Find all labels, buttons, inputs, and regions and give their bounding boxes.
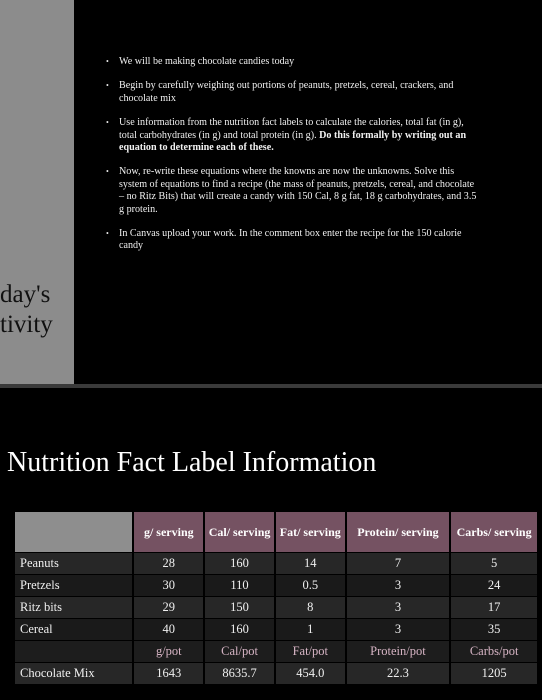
cell-g: 30 xyxy=(134,575,203,596)
side-title-line2: tivity xyxy=(0,311,53,338)
slide-title: Nutrition Fact Label Information xyxy=(7,447,377,478)
pot-header-carbs: Carbs/pot xyxy=(451,641,537,662)
table-row xyxy=(15,619,537,640)
row-name: Peanuts xyxy=(15,553,132,574)
cell-carbs: 5 xyxy=(451,553,537,574)
cell-cal: 8635.7 xyxy=(205,663,274,684)
cell-cal: 160 xyxy=(205,619,274,640)
table-header-row xyxy=(15,512,537,552)
pot-header-corner xyxy=(15,641,132,662)
cell-protein: 7 xyxy=(347,553,450,574)
nutrition-table xyxy=(13,511,539,685)
pot-header-protein: Protein/pot xyxy=(347,641,450,662)
cell-protein: 3 xyxy=(347,575,450,596)
row-name: Chocolate Mix xyxy=(15,663,132,684)
pot-header-g: g/pot xyxy=(134,641,203,662)
bullet-item xyxy=(106,166,478,216)
pot-header-row xyxy=(15,641,537,662)
pot-header-fat: Fat/pot xyxy=(276,641,345,662)
cell-cal: 160 xyxy=(205,553,274,574)
pot-header-cal: Cal/pot xyxy=(205,641,274,662)
cell-g: 1643 xyxy=(134,663,203,684)
row-name: Ritz bits xyxy=(15,597,132,618)
bullet-item xyxy=(106,56,478,68)
row-name: Pretzels xyxy=(15,575,132,596)
side-title-line1: day's xyxy=(0,281,51,308)
table-row xyxy=(15,597,537,618)
table-row xyxy=(15,575,537,596)
bullet-bold-text: Do this formally by writing out an equation to determine each of these xyxy=(119,129,467,154)
row-name: Cereal xyxy=(15,619,132,640)
cell-fat: 1 xyxy=(276,619,345,640)
cell-cal: 150 xyxy=(205,597,274,618)
bullet-text: Now, re-write these equations where the knowns are now the unknowns. Solve this system of equations to find a recipe (the mass of peanuts, pretzels, cereal, and chocolate – no Ritz Bits) that will create a candy with 150 Cal, 8 g fat, 18 g carbohydrates, and 3.5 g protein. xyxy=(119,166,477,215)
side-title xyxy=(0,280,74,340)
header-corner xyxy=(15,512,132,552)
header-fat-serving: Fat/ serving xyxy=(276,512,345,552)
cell-carbs: 1205 xyxy=(451,663,537,684)
cell-protein: 22.3 xyxy=(347,663,450,684)
bullet-text: Use information from the nutrition fact labels to calculate the calories, total fat (in g), total carbohydrates (in g) and total protein (in g). xyxy=(119,117,464,141)
cell-carbs: 17 xyxy=(451,597,537,618)
cell-cal: 110 xyxy=(205,575,274,596)
header-cal-serving: Cal/ serving xyxy=(205,512,274,552)
bullet-text: We will be making chocolate candies today xyxy=(119,56,295,67)
bullet-text: Begin by carefully weighing out portions of peanuts, pretzels, cereal, crackers, and chocolate mix xyxy=(119,80,454,104)
cell-g: 28 xyxy=(134,553,203,574)
cell-fat: 14 xyxy=(276,553,345,574)
cell-fat: 454.0 xyxy=(276,663,345,684)
cell-protein: 3 xyxy=(347,619,450,640)
bullet-text: In Canvas upload your work. In the comment box enter the recipe for the 150 calorie candy xyxy=(119,228,462,252)
cell-fat: 8 xyxy=(276,597,345,618)
instruction-list xyxy=(106,56,478,265)
header-carbs-serving: Carbs/ serving xyxy=(451,512,537,552)
bullet-item xyxy=(106,80,478,105)
cell-g: 29 xyxy=(134,597,203,618)
header-protein-serving: Protein/ serving xyxy=(347,512,450,552)
bullet-item xyxy=(106,228,478,253)
bullet-item xyxy=(106,117,478,154)
cell-g: 40 xyxy=(134,619,203,640)
table-row xyxy=(15,663,537,684)
nutrition-slide xyxy=(0,388,542,700)
header-g-serving: g/ serving xyxy=(134,512,203,552)
bullet-bold-end: . xyxy=(271,142,274,154)
table-row xyxy=(15,553,537,574)
cell-carbs: 24 xyxy=(451,575,537,596)
cell-carbs: 35 xyxy=(451,619,537,640)
cell-protein: 3 xyxy=(347,597,450,618)
cell-fat: 0.5 xyxy=(276,575,345,596)
